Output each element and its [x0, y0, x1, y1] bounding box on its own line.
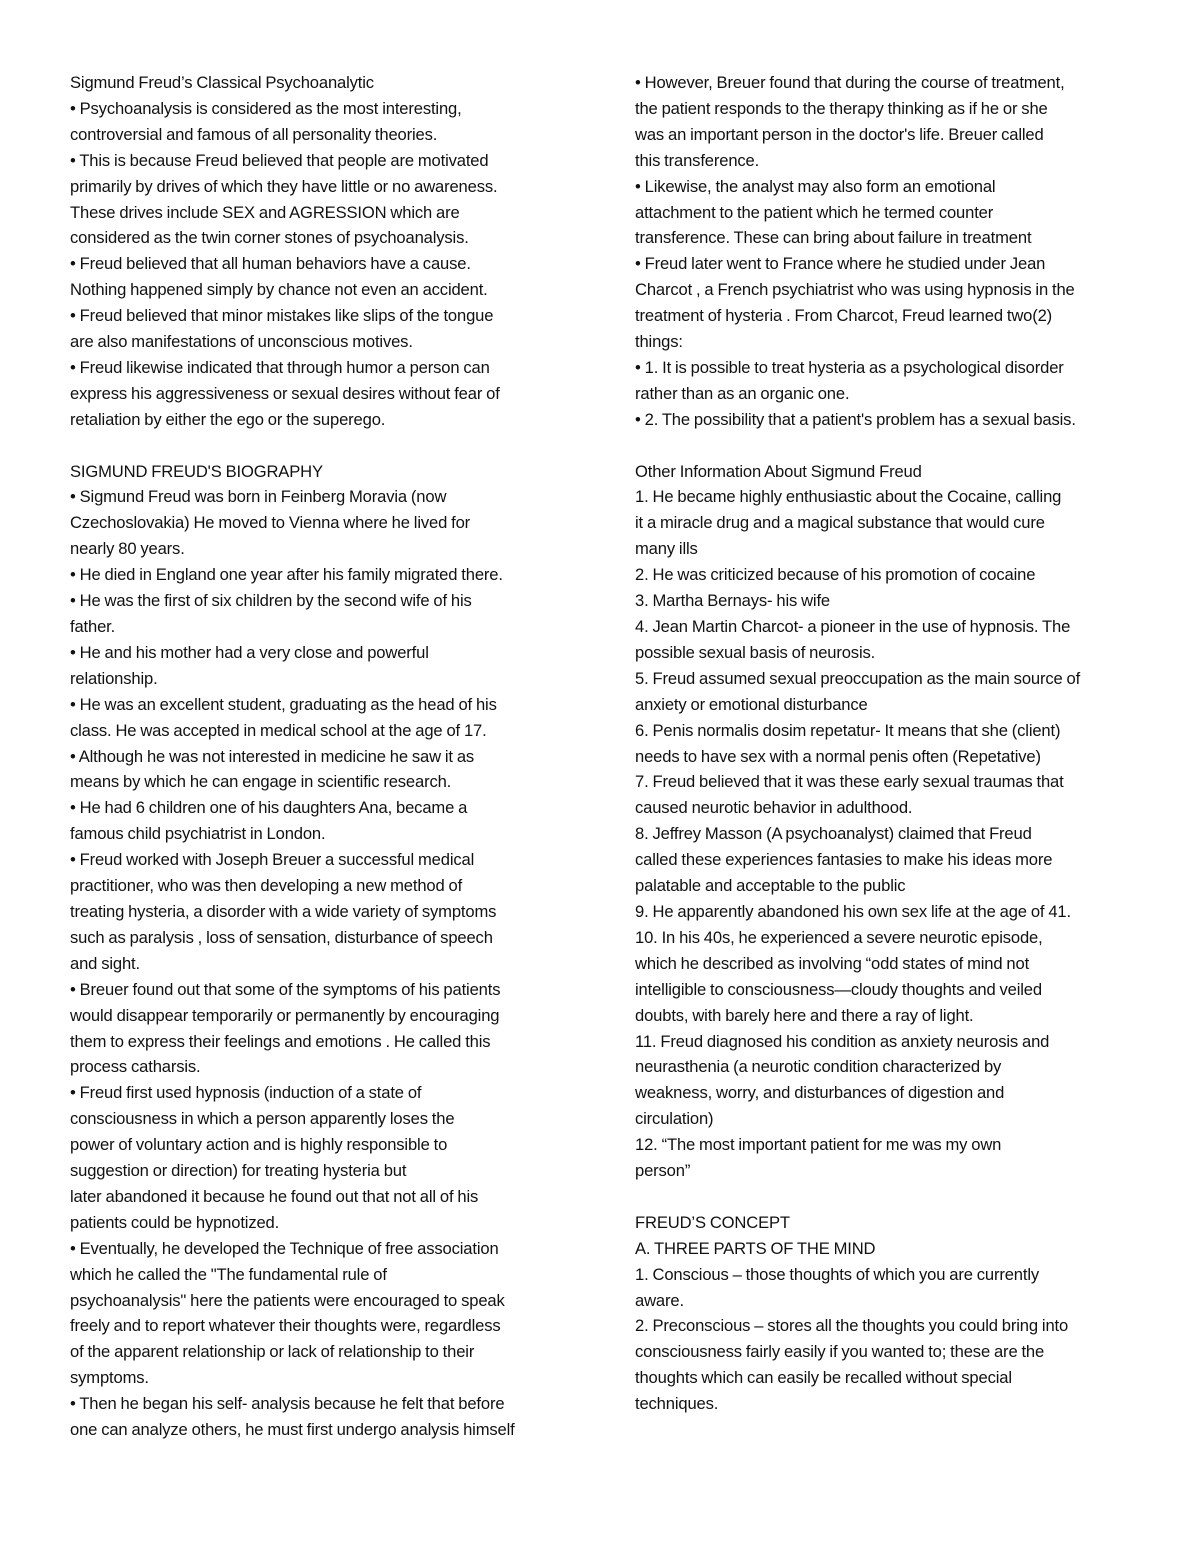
- section-spacer: [635, 433, 1135, 459]
- paragraph: • He died in England one year after his family migrated there.: [70, 565, 503, 585]
- paragraph: • Sigmund Freud was born in Feinberg Moravia (now Czechoslovakia) He moved to Vienna where he lived for nearly 80 years.: [70, 487, 471, 559]
- paragraph: • Freud first used hypnosis (induction of a state of consciousness in which a person apparently loses the power of voluntary action and is highly responsible to suggestion or direction) for treating hysteria but later abandoned it because he found out that not all of his patients could be hypnotized.: [70, 1083, 479, 1232]
- list-item: 2. He was criticized because of his promotion of cocaine: [635, 565, 1036, 585]
- list-item: 11. Freud diagnosed his condition as anxiety neurosis and neurasthenia (a neurotic condition characterized by weakness, worry, and disturbances of digestion and circulation): [635, 1031, 1050, 1129]
- section-title-freuds-concept: FREUD’S CONCEPT: [635, 1212, 790, 1232]
- paragraph: • Freud later went to France where he studied under Jean Charcot , a French psychiatrist who was using hypnosis in the treatment of hysteria . From Charcot, Freud learned two(2) things:: [635, 254, 1075, 352]
- paragraph: • Psychoanalysis is considered as the most interesting, controversial and famous of all personality theories.: [70, 98, 462, 144]
- list-item: 3. Martha Bernays- his wife: [635, 591, 830, 611]
- paragraph: • 2. The possibility that a patient's problem has a sexual basis.: [635, 409, 1076, 429]
- paragraph: • Freud likewise indicated that through humor a person can express his aggressiveness or sexual desires without fear of retaliation by either the ego or the superego.: [70, 357, 500, 429]
- section-spacer: [635, 1184, 1135, 1210]
- list-item: 10. In his 40s, he experienced a severe neurotic episode, which he described as involving “odd states of mind not intelligible to consciousness—cloudy thoughts and veiled doubts, with barely here and there a ray of light.: [635, 927, 1043, 1025]
- paragraph: • Then he began his self- analysis because he felt that before one can analyze others, he must first undergo analysis himself: [70, 1394, 515, 1440]
- paragraph: • This is because Freud believed that people are motivated primarily by drives of which they have little or no awareness. These drives include SEX and AGRESSION which are considered as the twin corner stones of psychoanalysis.: [70, 150, 498, 248]
- paragraph: • He had 6 children one of his daughters Ana, became a famous child psychiatrist in London.: [70, 798, 468, 844]
- paragraph: • Freud believed that all human behaviors have a cause. Nothing happened simply by chance not even an accident.: [70, 254, 488, 300]
- section-title-biography: SIGMUND FREUD'S BIOGRAPHY: [70, 461, 323, 481]
- paragraph: • He and his mother had a very close and powerful relationship.: [70, 642, 429, 688]
- list-item: 2. Preconscious – stores all the thoughts you could bring into consciousness fairly easily if you wanted to; these are the thoughts which can easily be recalled without special techniques.: [635, 1316, 1069, 1414]
- paragraph: • Although he was not interested in medicine he saw it as means by which he can engage in scientific research.: [70, 746, 475, 792]
- paragraph: • Likewise, the analyst may also form an emotional attachment to the patient which he termed counter transference. These can bring about failure in treatment: [635, 176, 1032, 248]
- list-item: 12. “The most important patient for me was my own person”: [635, 1135, 1002, 1181]
- paragraph: • Eventually, he developed the Technique of free association which he called the "The fundamental rule of psychoanalysis" here the patients were encouraged to speak freely and to report whatever their thoughts were, regardless of the apparent relationship or lack of relationship to their symptoms.: [70, 1238, 505, 1388]
- section-spacer: [70, 433, 570, 459]
- list-item: 1. He became highly enthusiastic about the Cocaine, calling it a miracle drug and a magical substance that would cure many ills: [635, 487, 1062, 559]
- list-item: 6. Penis normalis dosim repetatur- It means that she (client) needs to have sex with a normal penis often (Repetative): [635, 720, 1061, 766]
- list-item: 8. Jeffrey Masson (A psychoanalyst) claimed that Freud called these experiences fantasies to make his ideas more palatable and acceptable to the public: [635, 824, 1053, 896]
- list-item: 4. Jean Martin Charcot- a pioneer in the use of hypnosis. The possible sexual basis of neurosis.: [635, 617, 1071, 662]
- paragraph: • Freud worked with Joseph Breuer a successful medical practitioner, who was then developing a new method of treating hysteria, a disorder with a wide variety of symptoms such as paralysis , loss of sensation, disturbance of speech and sight.: [70, 850, 497, 973]
- list-item: 1. Conscious – those thoughts of which you are currently aware.: [635, 1264, 1040, 1310]
- paragraph: • However, Breuer found that during the course of treatment, the patient responds to the therapy thinking as if he or she was an important person in the doctor's life. Breuer called this transference.: [635, 73, 1065, 170]
- section-title-classical-psychoanalytic: Sigmund Freud’s Classical Psychoanalytic: [70, 73, 374, 92]
- section-subtitle-three-parts: A. THREE PARTS OF THE MIND: [635, 1238, 876, 1258]
- section-title-other-information: Other Information About Sigmund Freud: [635, 461, 922, 481]
- paragraph: • Freud believed that minor mistakes like slips of the tongue are also manifestations of unconscious motives.: [70, 306, 494, 352]
- paragraph: • He was an excellent student, graduating as the head of his class. He was accepted in medical school at the age of 17.: [70, 694, 497, 740]
- left-column: [70, 70, 570, 1443]
- paragraph: • He was the first of six children by the second wife of his father.: [70, 591, 472, 637]
- list-item: 5. Freud assumed sexual preoccupation as the main source of anxiety or emotional disturbance: [635, 668, 1081, 714]
- paragraph: • Breuer found out that some of the symptoms of his patients would disappear temporarily or permanently by encouraging them to express their feelings and emotions . He called this process catharsis.: [70, 979, 501, 1077]
- list-item: 7. Freud believed that it was these early sexual traumas that caused neurotic behavior in adulthood.: [635, 772, 1064, 818]
- paragraph: • 1. It is possible to treat hysteria as a psychological disorder rather than as an organic one.: [635, 357, 1064, 403]
- list-item: 9. He apparently abandoned his own sex life at the age of 41.: [635, 901, 1071, 921]
- right-column: [635, 70, 1135, 1417]
